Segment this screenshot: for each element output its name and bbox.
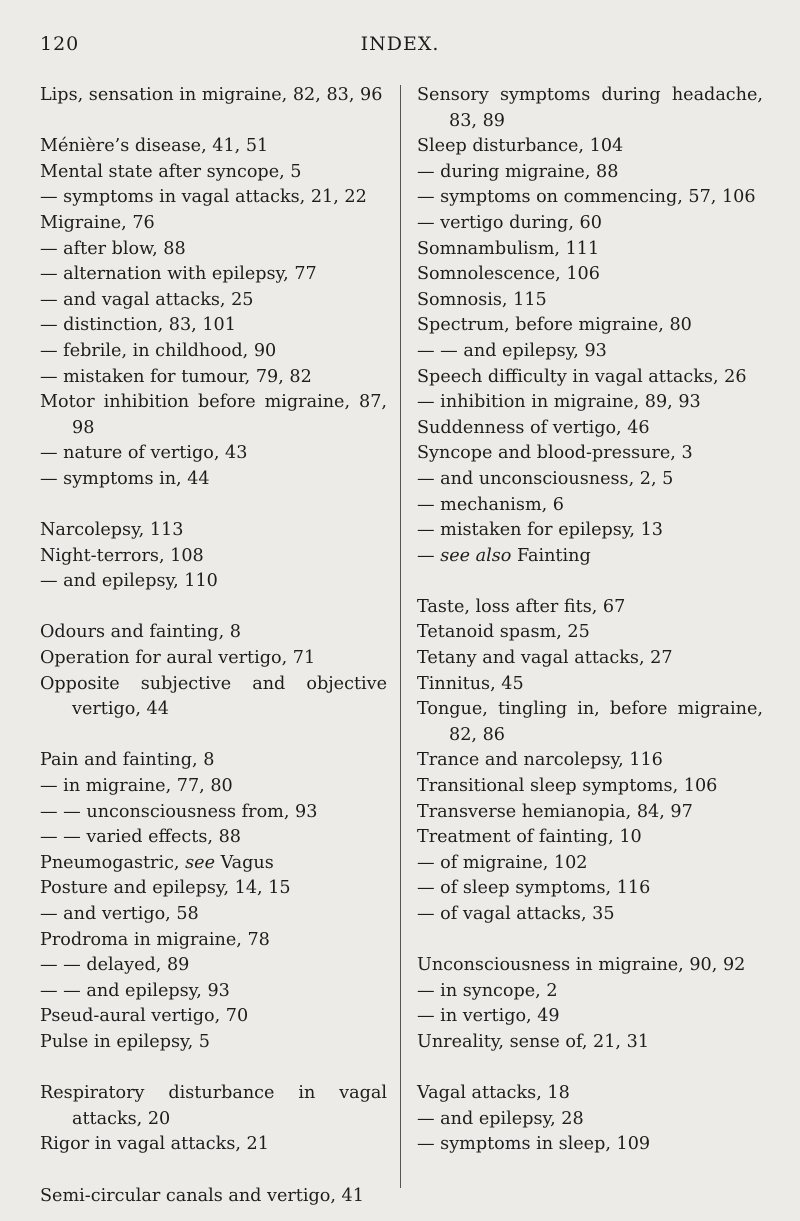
index-entry: — in syncope, 2 — [417, 980, 558, 1001]
index-entry: Unreality, sense of, 21, 31 — [417, 1031, 650, 1052]
index-entry: Semi-circular canals and vertigo, 41 — [40, 1185, 364, 1206]
index-entry: Ménière’s disease, 41, 51 — [40, 136, 269, 157]
index-entry: — symptoms in, 44 — [40, 468, 210, 489]
index-entry: — of migraine, 102 — [417, 852, 588, 873]
index-entry: Somnosis, 115 — [417, 289, 547, 310]
index-entry: Pseud-aural vertigo, 70 — [40, 1006, 249, 1027]
index-entry — [417, 544, 763, 570]
index-entry: — inhibition in migraine, 89, 93 — [417, 392, 701, 413]
index-entry-text: Pneumogastric, — [40, 852, 186, 873]
index-entry: Odours and fainting, 8 — [40, 622, 241, 643]
index-entry-text: Vagus — [214, 852, 274, 873]
index-entry: — — delayed, 89 — [40, 955, 190, 976]
index-entry: Tetanoid spasm, 25 — [417, 622, 590, 643]
index-entry: — and unconsciousness, 2, 5 — [417, 468, 674, 489]
index-entry: — mistaken for tumour, 79, 82 — [40, 366, 312, 387]
index-entry-text: Fainting — [511, 545, 591, 566]
index-entry: Taste, loss after fits, 67 — [417, 596, 626, 617]
running-header — [40, 33, 760, 63]
index-entry: — and epilepsy, 28 — [417, 1108, 584, 1129]
index-entry: — and vertigo, 58 — [40, 904, 199, 924]
index-entry: — after blow, 88 — [40, 238, 186, 259]
cross-reference-italic: see — [185, 852, 215, 873]
index-entry: Migraine, 76 — [40, 212, 155, 233]
index-entry: Motor inhibition before migraine, 87, 98 — [40, 392, 387, 438]
index-entry: Sensory symptoms during headache, 83, 89 — [417, 85, 763, 131]
index-entry: Opposite subjective and objective vertigo, 44 — [40, 673, 387, 720]
index-entry: — and epilepsy, 110 — [40, 571, 218, 592]
index-entry: — — unconsciousness from, 93 — [40, 801, 318, 822]
index-entry: — of sleep symptoms, 116 — [417, 878, 651, 899]
index-entry: — vertigo during, 60 — [417, 212, 602, 233]
index-entry: Tinnitus, 45 — [417, 673, 524, 694]
index-entry: Transverse hemianopia, 84, 97 — [417, 801, 693, 822]
index-entry: Sleep disturbance, 104 — [417, 136, 624, 157]
index-entry: — in vertigo, 49 — [417, 1006, 560, 1027]
index-entry: Tetany and vagal attacks, 27 — [417, 648, 673, 669]
index-entry: — mechanism, 6 — [417, 494, 565, 515]
index-entry: — febrile, in childhood, 90 — [40, 340, 277, 361]
index-entry: — — and epilepsy, 93 — [40, 980, 230, 1001]
index-entry: — during migraine, 88 — [417, 161, 619, 182]
cross-reference-italic: see also — [440, 545, 512, 566]
left-index-column — [40, 83, 387, 1209]
index-entry: — — varied effects, 88 — [40, 827, 241, 848]
index-entry: — and vagal attacks, 25 — [40, 289, 254, 310]
index-entry: Pain and fainting, 8 — [40, 750, 215, 771]
index-entry: Operation for aural vertigo, 71 — [40, 648, 316, 669]
index-entry: — nature of vertigo, 43 — [40, 443, 248, 464]
index-entry: Lips, sensation in migraine, 82, 83, 96 — [40, 85, 383, 105]
index-entry: Rigor in vagal attacks, 21 — [40, 1134, 269, 1155]
index-entry: — alternation with epilepsy, 77 — [40, 264, 317, 285]
index-entry: Spectrum, before migraine, 80 — [417, 315, 692, 336]
page-number: 120 — [40, 33, 80, 55]
index-entry: Treatment of fainting, 10 — [417, 827, 642, 848]
index-entry: Somnambulism, 111 — [417, 238, 600, 259]
index-entry: — symptoms on commencing, 57, 106 — [417, 187, 756, 208]
index-entry: Unconsciousness in migraine, 90, 92 — [417, 955, 746, 976]
index-entry: Mental state after syncope, 5 — [40, 161, 302, 182]
index-entry: Night-terrors, 108 — [40, 545, 204, 566]
index-entry: — — and epilepsy, 93 — [417, 340, 607, 361]
index-entry: — mistaken for epilepsy, 13 — [417, 520, 663, 541]
column-divider — [400, 85, 401, 1188]
index-entry: Pulse in epilepsy, 5 — [40, 1031, 210, 1052]
index-entry: Syncope and blood-pressure, 3 — [417, 443, 693, 464]
index-entry: — of vagal attacks, 35 — [417, 904, 615, 924]
index-entry: Trance and narcolepsy, 116 — [417, 750, 663, 771]
index-entry: Prodroma in migraine, 78 — [40, 929, 270, 950]
index-entry: Transitional sleep symptoms, 106 — [417, 776, 718, 797]
index-entry: Respiratory disturbance in vagal attacks, 20 — [40, 1083, 387, 1129]
index-entry: — symptoms in sleep, 109 — [417, 1134, 651, 1155]
index-entry: — symptoms in vagal attacks, 21, 22 — [40, 187, 367, 208]
index-entry: Posture and epilepsy, 14, 15 — [40, 878, 291, 899]
index-entry: Speech difficulty in vagal attacks, 26 — [417, 366, 747, 387]
index-entry: Tongue, tingling in, before migraine, 82, 86 — [417, 699, 763, 745]
index-entry-text: — — [417, 545, 441, 566]
page-title: INDEX. — [360, 33, 440, 55]
index-entry: Narcolepsy, 113 — [40, 520, 184, 541]
index-entry: Vagal attacks, 18 — [417, 1083, 570, 1104]
index-entry — [40, 851, 387, 877]
index-entry: Suddenness of vertigo, 46 — [417, 417, 650, 438]
index-entry: — in migraine, 77, 80 — [40, 776, 233, 797]
right-index-column — [417, 83, 763, 1158]
index-entry: — distinction, 83, 101 — [40, 315, 236, 336]
index-entry: Somnolescence, 106 — [417, 264, 600, 285]
